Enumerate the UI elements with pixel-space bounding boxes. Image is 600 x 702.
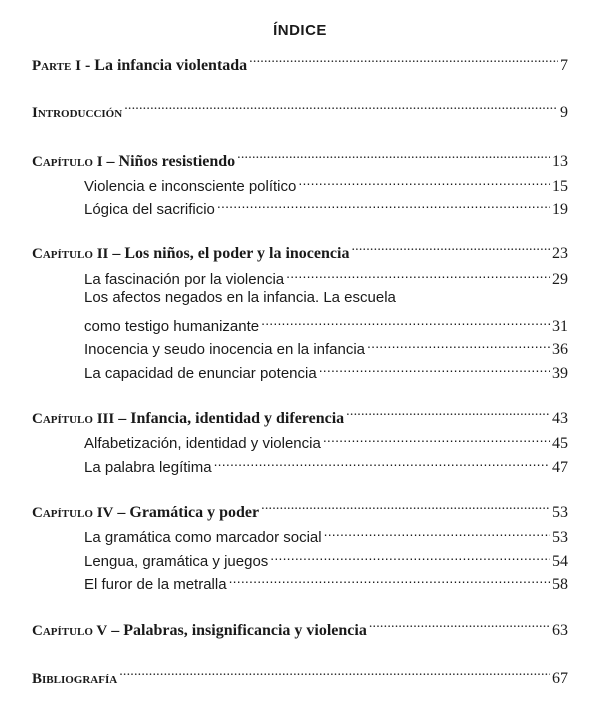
dot-leader: [119, 663, 550, 683]
dot-leader: [249, 50, 558, 70]
toc-subentry-label: Lógica del sacrificio: [84, 201, 215, 218]
toc-entry-label: Capítulo I – Niños resistiendo: [32, 153, 236, 170]
dot-leader: [298, 171, 550, 191]
dot-leader: [124, 97, 558, 117]
toc-subentry[interactable]: [84, 569, 568, 595]
toc-page-number: 53: [552, 504, 568, 521]
toc-entry-label: Parte I - La infancia violentada: [32, 57, 248, 74]
toc-entry-label: Capítulo II – Los niños, el poder y la inocencia: [32, 245, 350, 262]
toc-subentry[interactable]: [84, 522, 568, 548]
toc-page-number: 54: [552, 553, 568, 570]
toc-page-number: 9: [560, 104, 568, 121]
toc-subentry-label: El furor de la metralla: [84, 576, 227, 593]
dot-leader: [217, 194, 550, 214]
toc-page-number: 67: [552, 670, 568, 687]
toc-entry-bibliografia[interactable]: [32, 663, 568, 689]
toc-subentry-label: La fascinación por la violencia: [84, 271, 285, 288]
toc-subentry-label: Lengua, gramática y juegos: [84, 553, 269, 570]
toc-subentry[interactable]: [84, 264, 568, 290]
toc-entry-label: Introducción: [32, 105, 123, 121]
dot-leader: [286, 264, 550, 284]
toc-subentry-label: La gramática como marcador social: [84, 529, 322, 546]
dot-leader: [369, 615, 550, 635]
toc-page-number: 19: [552, 201, 568, 218]
toc-entry-label: Capítulo III – Infancia, identidad y diferencia: [32, 410, 345, 427]
toc-subentry[interactable]: [84, 194, 568, 220]
dot-leader: [319, 358, 550, 378]
toc-entry-capitulo-2[interactable]: [32, 238, 568, 264]
toc-page-number: 58: [552, 576, 568, 593]
toc-entry-label: Bibliografía: [32, 671, 118, 687]
toc-entry-capitulo-3[interactable]: [32, 403, 568, 429]
dot-leader: [229, 569, 550, 589]
toc-subentry-label: Inocencia y seudo inocencia en la infancia: [84, 341, 366, 358]
toc-entry-capitulo-5[interactable]: [32, 615, 568, 641]
dot-leader: [346, 403, 550, 423]
toc-page-number: 13: [552, 153, 568, 170]
toc-page-number: 31: [552, 318, 568, 335]
dot-leader: [261, 497, 550, 517]
toc-subentry-label: Alfabetización, identidad y violencia: [84, 435, 321, 452]
page-title: ÍNDICE: [273, 22, 327, 39]
toc-page-number: 39: [552, 365, 568, 382]
dot-leader: [237, 146, 550, 166]
dot-leader: [270, 546, 550, 566]
toc-subentry[interactable]: [84, 428, 568, 454]
toc-entry-capitulo-1[interactable]: [32, 146, 568, 172]
toc-entry-label: Capítulo IV – Gramática y poder: [32, 504, 260, 521]
toc-entry-parte-1[interactable]: [32, 50, 568, 76]
toc-subentry[interactable]: [84, 452, 568, 478]
toc-page-number: 63: [552, 622, 568, 639]
toc-subentry-label: La capacidad de enunciar potencia: [84, 365, 317, 382]
dot-leader: [323, 428, 550, 448]
toc-page-number: 7: [560, 57, 568, 74]
toc-page-number: 36: [552, 341, 568, 358]
toc-entry-label: Capítulo V – Palabras, insignificancia y violencia: [32, 622, 367, 639]
dot-leader: [261, 311, 550, 331]
toc-entry-introduccion[interactable]: [32, 97, 568, 123]
toc-subentry[interactable]: [84, 358, 568, 384]
dot-leader: [324, 522, 550, 542]
toc-page-number: 47: [552, 459, 568, 476]
toc-subentry-label: como testigo humanizante: [84, 318, 260, 335]
toc-page-number: 29: [552, 271, 568, 288]
toc-subentry-label: Violencia e inconsciente político: [84, 178, 297, 195]
dot-leader: [351, 238, 550, 258]
toc-page-number: 15: [552, 178, 568, 195]
toc-page-number: 45: [552, 435, 568, 452]
toc-page-number: 53: [552, 529, 568, 546]
toc-subentry-label: La palabra legítima: [84, 459, 212, 476]
toc-subentry[interactable]: [84, 334, 568, 360]
toc-page-number: 23: [552, 245, 568, 262]
toc-entry-capitulo-4[interactable]: [32, 497, 568, 523]
toc-page-number: 43: [552, 410, 568, 427]
dot-leader: [214, 452, 550, 472]
dot-leader: [367, 334, 550, 354]
toc-subentry-label-line1: Los afectos negados en la infancia. La escuela: [84, 289, 396, 306]
